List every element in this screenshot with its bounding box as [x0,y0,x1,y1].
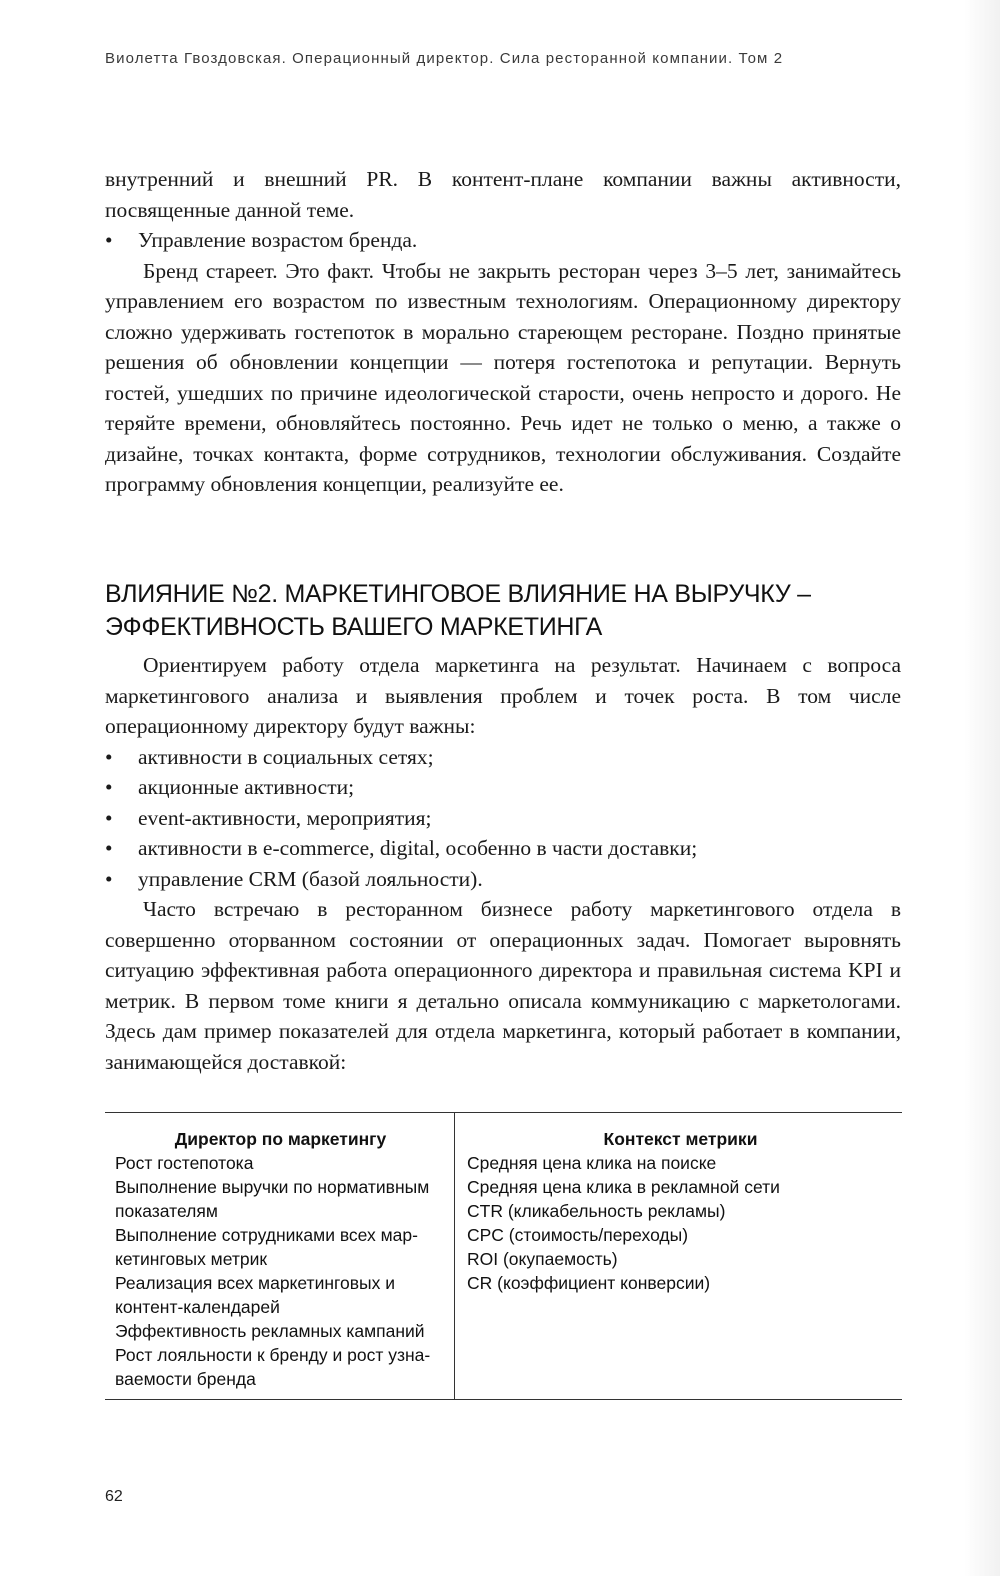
section-heading [105,578,905,644]
table-column-metric-context [455,1113,902,1399]
table-left-list [115,1151,446,1391]
section-heading-line-2: ЭФФЕКТИВНОСТЬ ВАШЕГО МАРКЕТИНГА [105,613,603,641]
list-item: • активности в социальных сетях; [105,742,901,773]
table-cell: Эффективность рекламных кампаний [115,1321,425,1341]
section-heading-line-1: ВЛИЯНИЕ №2. МАРКЕТИНГОВОЕ ВЛИЯНИЕ НА ВЫРУЧКУ – [105,580,811,608]
table-cell: Средняя цена клика в рекламной сети [467,1177,780,1197]
paragraph-continued: внутренний и внешний PR. В контент-плане компании важны активности, посвященные данной теме. [105,167,901,222]
table-header-right: Контекст метрики [603,1129,758,1149]
table-right-list [467,1151,894,1295]
text-block-1 [105,164,901,500]
metrics-table [105,1112,902,1400]
page-number: 62 [105,1488,123,1505]
table-cell: Выполнение сотрудниками всех маркетинговых метрик [115,1225,418,1269]
page-edge-shadow [964,0,1000,1576]
running-head: Виолетта Гвоздовская. Операционный директор. Сила ресторанной компании. Том 2 [105,50,784,67]
table-cell: ROI (окупаемость) [467,1249,618,1269]
list-item: • активности в e-commerce, digital, особенно в части доставки; [105,833,901,864]
bullet-list-1 [105,225,901,256]
text-block-2 [105,650,901,1077]
paragraph-intro: Ориентируем работу отдела маркетинга на результат. Начинаем с вопроса маркетингового анализа и выявления проблем и точек роста. В том числе операционному директору будут важны: [105,653,901,738]
list-item: • акционные активности; [105,772,901,803]
paragraph-kpi: Часто встречаю в ресторанном бизнесе работу маркетингового отдела в совершенно оторванном состоянии от операционных задач. Помогает выровнять ситуацию эффективная работа операционного директора и правильная система KPI и метрик. В первом томе книги я детально описала коммуникацию с маркетологами. Здесь дам пример показателей для отдела маркетинга, который работает в компании, занимающейся доставкой: [105,897,901,1074]
table-cell: Рост гостепотока [115,1153,254,1173]
table-cell: Рост лояльности к бренду и рост узнаваемости бренда [115,1345,431,1389]
table-cell: CPC (стоимость/переходы) [467,1225,689,1245]
table-header-left: Директор по маркетингу [174,1129,387,1149]
table-cell: Выполнение выручки по нормативным показателям [115,1177,430,1221]
list-item: • Управление возрастом бренда. [105,225,901,256]
table-cell: CTR (кликабельность рекламы) [467,1201,726,1221]
table-cell: CR (коэффициент конверсии) [467,1273,711,1293]
list-item: • event-активности, мероприятия; [105,803,901,834]
table-cell: Реализация всех маркетинговых и контент-календарей [115,1273,396,1317]
table-column-marketing-director [105,1113,455,1399]
bullet-list-2 [105,742,901,895]
table-cell: Средняя цена клика на поиске [467,1153,717,1173]
paragraph-brand-age: Бренд стареет. Это факт. Чтобы не закрыть ресторан через 3–5 лет, занимайтесь управлением его возрастом по известным технологиям. Операционному директору сложно удерживать гостепоток в морально стареющем ресторане. Поздно принятые решения об обновлении концепции — потеря гостепотока и репутации. Вернуть гостей, ушедших по причине идеологической старости, очень непросто и дорого. Не теряйте времени, обновляйтесь постоянно. Речь идет не только о меню, а также о дизайне, точках контакта, форме сотрудников, технологии обслуживания. Создайте программу обновления концепции, реализуйте ее. [105,258,901,496]
list-item: • управление CRM (базой лояльности). [105,864,901,895]
